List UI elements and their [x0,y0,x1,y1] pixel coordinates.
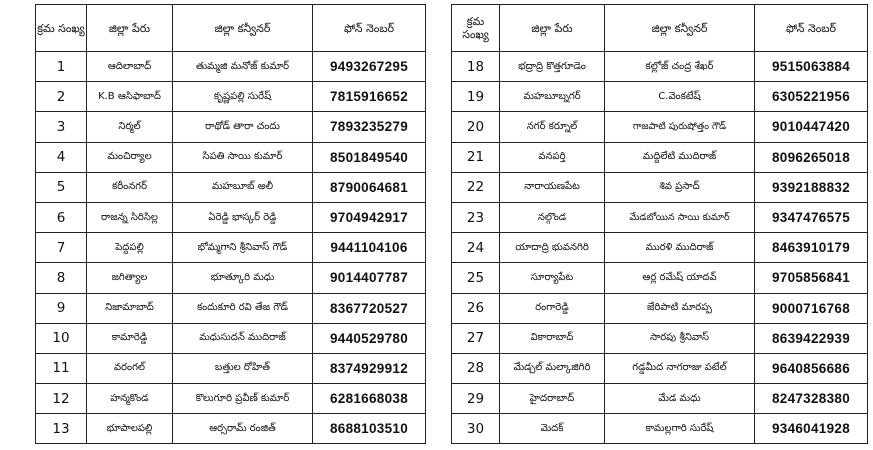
convener-cell: మధుసుదన్ ముదిరాజ్ [173,323,313,353]
convener-cell: ఆర్ల రమేష్ యాదవ్ [605,263,755,293]
serial-cell: 1 [36,52,87,82]
serial-cell: 2 [36,82,87,112]
convener-cell: గడ్డమీద నాగరాజు పటేల్ [605,353,755,383]
district-cell: జగిత్యాల [87,263,173,293]
phone-cell: 9346041928 [755,414,868,444]
table-row [36,172,426,202]
convener-cell: మహబూబ్ అలీ [173,172,313,202]
phone-cell: 9010447420 [755,112,868,142]
table-row [452,52,868,82]
table-row [36,323,426,353]
serial-cell: 22 [452,172,500,202]
header-convener: జిల్లా కన్వీనర్ [173,5,313,52]
serial-cell: 6 [36,202,87,232]
serial-cell: 4 [36,142,87,172]
serial-cell: 8 [36,263,87,293]
district-cell: మేడ్చల్ మల్కాజిగిరి [500,353,605,383]
serial-cell: 27 [452,323,500,353]
table-row [36,142,426,172]
phone-cell: 8688103510 [313,414,426,444]
district-cell: హైదరాబాద్ [500,384,605,414]
serial-cell: 20 [452,112,500,142]
serial-cell: 28 [452,353,500,383]
district-cell: హన్మకొండ [87,384,173,414]
district-cell: నిర్మల్ [87,112,173,142]
header-district: జిల్లా పేరు [500,5,605,52]
table-row [36,263,426,293]
convener-cell: ఆర్సరామ్ రంజిత్ [173,414,313,444]
header-convener: జిల్లా కన్వీనర్ [605,5,755,52]
table-row [36,293,426,323]
district-cell: నారాయణపేట [500,172,605,202]
table-row [36,82,426,112]
phone-cell: 8374929912 [313,353,426,383]
district-cell: రాజన్న సిరిసిల్ల [87,202,173,232]
serial-cell: 21 [452,142,500,172]
phone-cell: 8501849540 [313,142,426,172]
convener-cell: సారపు శ్రీనివాస్ [605,323,755,353]
table-row [452,202,868,232]
district-cell: నగర్ కర్నూల్ [500,112,605,142]
convener-cell: కామల్లగారి సురేష్ [605,414,755,444]
table-row [452,172,868,202]
table-row [452,233,868,263]
phone-cell: 9441104106 [313,233,426,263]
convener-cell: బత్తుల రోహిత్ [173,353,313,383]
convener-cell: భూత్కూరి మధు [173,263,313,293]
convener-cell: మురళి ముదిరాజ్ [605,233,755,263]
right-district-table [451,4,868,444]
serial-cell: 30 [452,414,500,444]
district-cell: మెదక్ [500,414,605,444]
convener-cell: కృష్ణపల్లి సురేష్ [173,82,313,112]
convener-cell: మేడబోయిన సాయి కుమార్ [605,202,755,232]
district-cell: యాదాద్రి భువనగిరి [500,233,605,263]
phone-cell: 9493267295 [313,52,426,82]
table-row [452,112,868,142]
district-cell: పెద్దపల్లి [87,233,173,263]
phone-cell: 8639422939 [755,323,868,353]
convener-cell: తుమ్మజి మనోజ్ కుమార్ [173,52,313,82]
district-cell: వరంగల్ [87,353,173,383]
phone-cell: 9347476575 [755,202,868,232]
serial-cell: 19 [452,82,500,112]
convener-cell: భోమ్మగాని శ్రీనివాస్ గౌడ్ [173,233,313,263]
phone-cell: 9014407787 [313,263,426,293]
serial-cell: 12 [36,384,87,414]
table-row [452,414,868,444]
serial-cell: 23 [452,202,500,232]
serial-cell: 9 [36,293,87,323]
district-cell: వికారాబాద్ [500,323,605,353]
phone-cell: 6305221956 [755,82,868,112]
header-phone: ఫోన్ నెంబర్ [313,5,426,52]
district-cell: ఆదిలాబాద్ [87,52,173,82]
phone-cell: 7815916652 [313,82,426,112]
serial-cell: 3 [36,112,87,142]
phone-cell: 9440529780 [313,323,426,353]
district-cell: మహబూబ్నగర్ [500,82,605,112]
phone-cell: 6281668038 [313,384,426,414]
table-row [452,384,868,414]
table-row [452,82,868,112]
district-cell: మంచిర్యాల [87,142,173,172]
district-cell: భూపాలపల్లి [87,414,173,444]
table-row [452,142,868,172]
table-row [36,112,426,142]
convener-cell: కొలుగూరి ప్రవీణ్ కుమార్ [173,384,313,414]
district-cell: నల్గొండ [500,202,605,232]
convener-cell: C.వెంకటేష్ [605,82,755,112]
phone-cell: 9640856686 [755,353,868,383]
phone-cell: 9515063884 [755,52,868,82]
table-row [36,414,426,444]
serial-cell: 5 [36,172,87,202]
phone-cell: 9000716768 [755,293,868,323]
header-district: జిల్లా పేరు [87,5,173,52]
phone-cell: 8367720527 [313,293,426,323]
header-row [452,5,868,52]
table-row [36,52,426,82]
left-district-table [35,4,426,444]
table-row [452,353,868,383]
district-cell: భద్రాద్రి కొత్తగూడెం [500,52,605,82]
phone-cell: 8463910179 [755,233,868,263]
serial-cell: 25 [452,263,500,293]
convener-cell: కందుకూరి రవి తేజ గౌడ్ [173,293,313,323]
phone-cell: 8247328380 [755,384,868,414]
serial-cell: 13 [36,414,87,444]
phone-cell: 9704942917 [313,202,426,232]
district-cell: కరీంనగర్ [87,172,173,202]
table-row [36,202,426,232]
header-serial: క్రమ సంఖ్య [452,5,500,52]
table-row [36,384,426,414]
serial-cell: 24 [452,233,500,263]
header-row [36,5,426,52]
district-cell: రంగారెడ్డి [500,293,605,323]
phone-cell: 8790064681 [313,172,426,202]
convener-cell: జేరిపాటి మారప్ప [605,293,755,323]
header-phone: ఫోన్ నెంబర్ [755,5,868,52]
serial-cell: 11 [36,353,87,383]
serial-cell: 29 [452,384,500,414]
serial-cell: 7 [36,233,87,263]
table-row [36,353,426,383]
convener-cell: సిపతి సాయి కుమార్ [173,142,313,172]
convener-cell: మేడ మధు [605,384,755,414]
serial-cell: 10 [36,323,87,353]
table-row [36,233,426,263]
district-cell: సూర్యాపేట [500,263,605,293]
table-row [452,323,868,353]
phone-cell: 9392188832 [755,172,868,202]
convener-cell: ఏరెడ్డి భాస్కర్ రెడ్డి [173,202,313,232]
table-row [452,293,868,323]
district-cell: వనపర్తి [500,142,605,172]
convener-cell: రాథోడ్ తారా చందు [173,112,313,142]
district-cell: K.B ఆసిఫాబాద్ [87,82,173,112]
convener-cell: శివ ప్రసాద్ [605,172,755,202]
phone-cell: 7893235279 [313,112,426,142]
convener-cell: గాజపాటి పురుషోత్తం గౌడ్ [605,112,755,142]
phone-cell: 8096265018 [755,142,868,172]
table-row [452,263,868,293]
phone-cell: 9705856841 [755,263,868,293]
serial-cell: 26 [452,293,500,323]
convener-cell: మద్దిలేటి ముదిరాజ్ [605,142,755,172]
header-serial: క్రమ సంఖ్య [36,5,87,52]
serial-cell: 18 [452,52,500,82]
convener-cell: కల్లోజ్ చంద్ర శేఖర్ [605,52,755,82]
district-cell: కామారెడ్డి [87,323,173,353]
district-cell: నిజామాబాద్ [87,293,173,323]
